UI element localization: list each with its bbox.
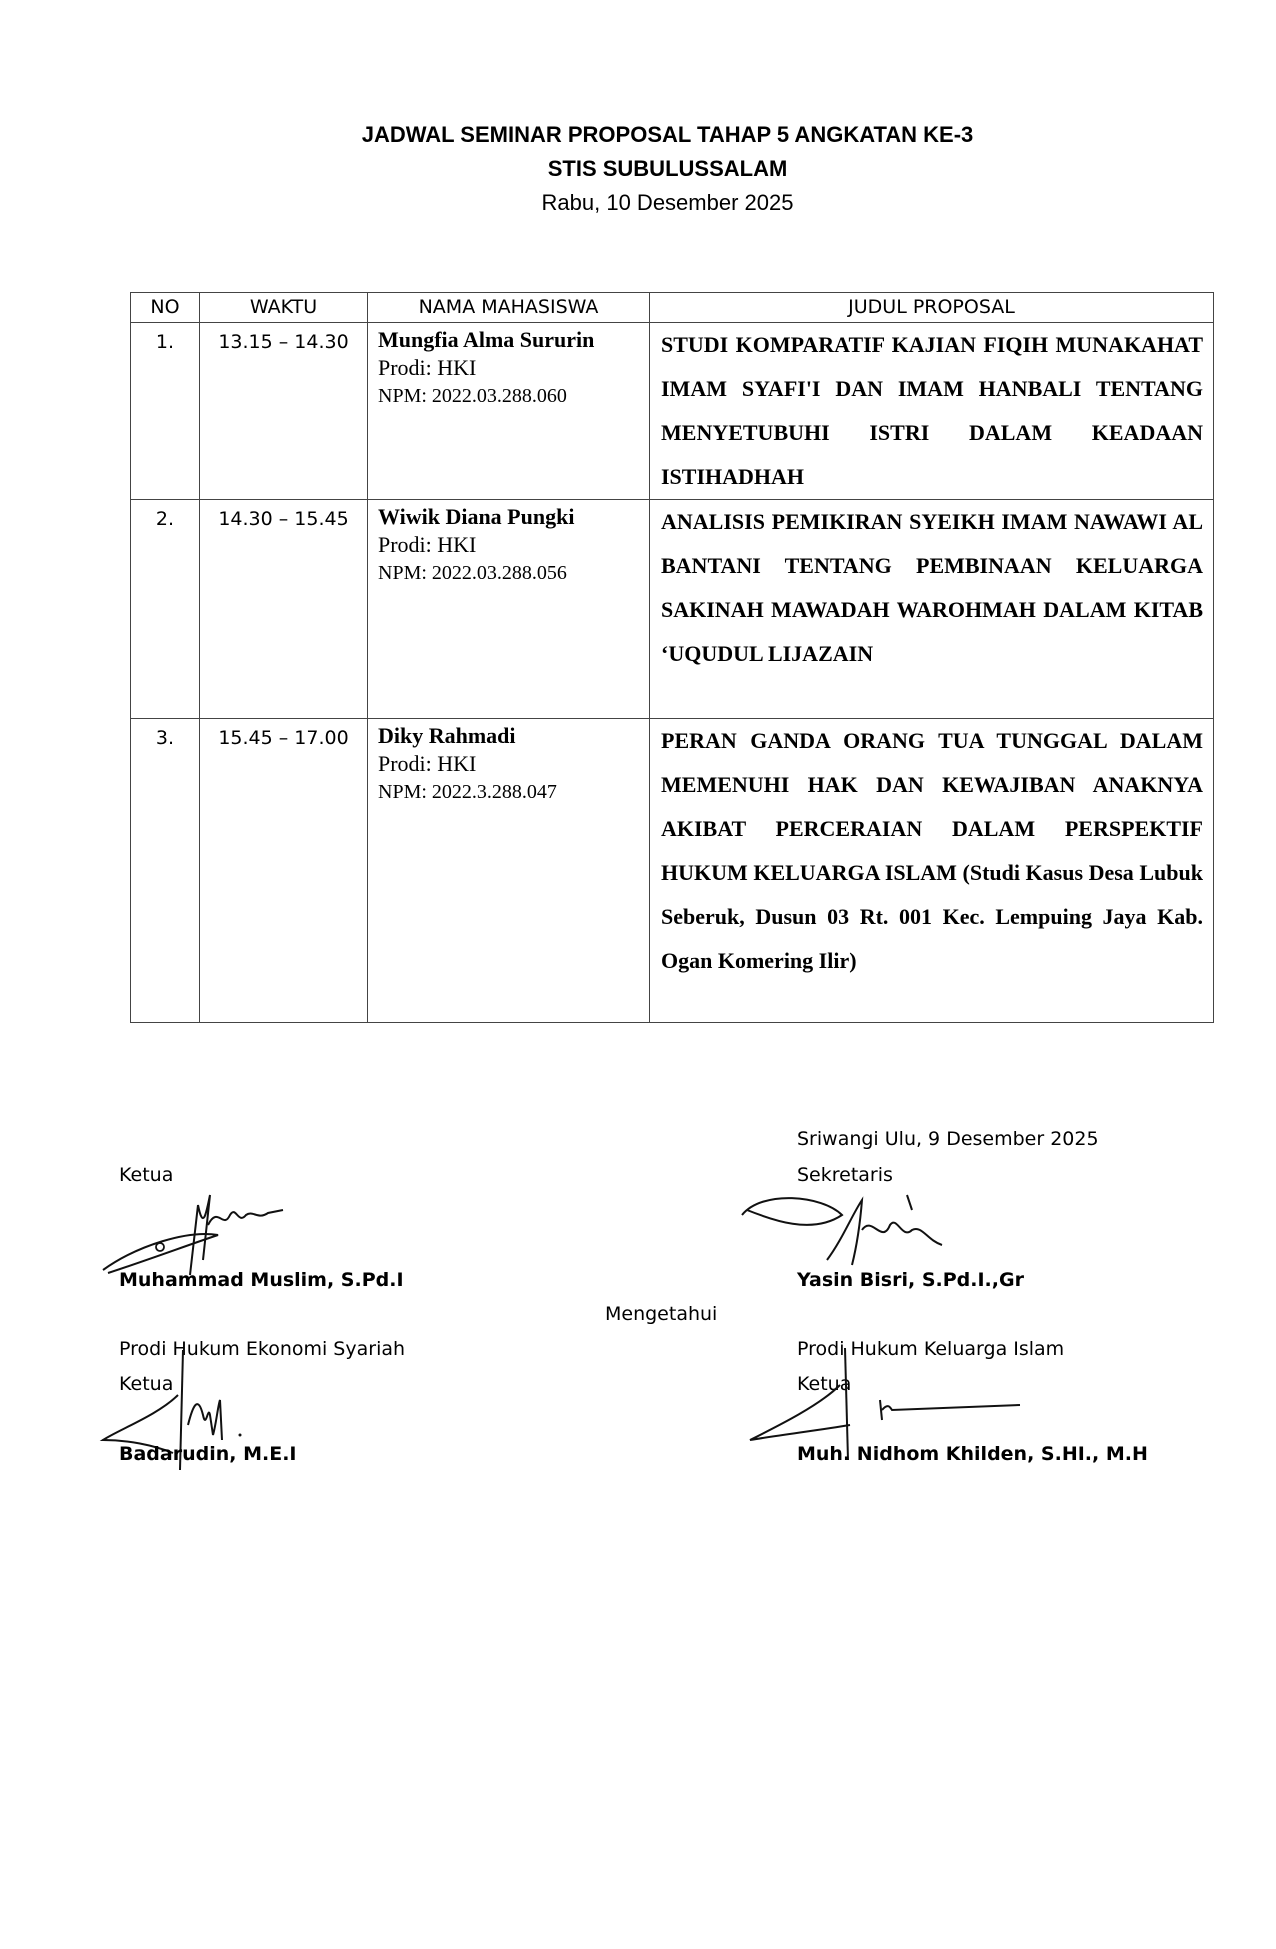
prodi-hki-role: Ketua (797, 1373, 852, 1395)
seminar-date: Rabu, 10 Desember 2025 (541, 190, 794, 215)
student-npm: NPM: 2022.03.288.056 (378, 562, 567, 584)
student-name: Diky Rahmadi (378, 723, 516, 748)
table-row (131, 323, 1214, 500)
student-npm: NPM: 2022.3.288.047 (378, 781, 557, 803)
proposal-title: ANALISIS PEMIKIRAN SYEIKH IMAM NAWAWI AL BANTANI TENTANG PEMBINAAN KELUARGA SAKINAH MAWADAH WAROHMAH DALAM KITAB ‘UQUDUL LIJAZAIN (650, 500, 1214, 719)
ketua-name: Muhammad Muslim, S.Pd.I (119, 1269, 404, 1291)
prodi-hes-name: Badarudin, M.E.I (119, 1443, 297, 1465)
row-number: 3. (131, 719, 200, 1023)
column-header-no: NO (131, 293, 200, 323)
table-row (131, 500, 1214, 719)
student-cell (368, 323, 650, 500)
prodi-hki-label: Prodi Hukum Keluarga Islam (797, 1338, 1065, 1360)
schedule-table (130, 292, 1214, 1023)
ketua-role: Ketua (119, 1164, 174, 1186)
row-time: 14.30 – 15.45 (200, 500, 368, 719)
student-prodi: Prodi: HKI (378, 532, 477, 557)
table-header-row (131, 293, 1214, 323)
sekretaris-role: Sekretaris (797, 1164, 893, 1186)
proposal-title: STUDI KOMPARATIF KAJIAN FIQIH MUNAKAHAT IMAM SYAFI'I DAN IMAM HANBALI TENTANG MENYETUBUHI ISTRI DALAM KEADAAN ISTIHADHAH (650, 323, 1214, 500)
document-title: JADWAL SEMINAR PROPOSAL TAHAP 5 ANGKATAN KE-3 (361, 122, 974, 147)
row-number: 2. (131, 500, 200, 719)
student-cell (368, 500, 650, 719)
student-prodi: Prodi: HKI (378, 751, 477, 776)
row-time: 15.45 – 17.00 (200, 719, 368, 1023)
column-header-judul: JUDUL PROPOSAL (650, 293, 1214, 323)
mengetahui-label: Mengetahui (605, 1303, 718, 1325)
student-name: Wiwik Diana Pungki (378, 504, 575, 529)
row-number: 1. (131, 323, 200, 500)
student-prodi: Prodi: HKI (378, 355, 477, 380)
student-cell (368, 719, 650, 1023)
column-header-nama: NAMA MAHASISWA (368, 293, 650, 323)
proposal-title: PERAN GANDA ORANG TUA TUNGGAL DALAM MEMENUHI HAK DAN KEWAJIBAN ANAKNYA AKIBAT PERCERAIAN DALAM PERSPEKTIF HUKUM KELUARGA ISLAM (Studi Kasus Desa Lubuk Seberuk, Dusun 03 Rt. 001 Kec. Lempuing Jaya Kab. Ogan Komering Ilir) (650, 719, 1214, 1023)
place-date: Sriwangi Ulu, 9 Desember 2025 (797, 1128, 1099, 1150)
column-header-waktu: WAKTU (200, 293, 368, 323)
prodi-hki-name: Muh. Nidhom Khilden, S.HI., M.H (797, 1443, 1148, 1465)
student-npm: NPM: 2022.03.288.060 (378, 385, 567, 407)
student-name: Mungfia Alma Sururin (378, 327, 595, 352)
table-row (131, 719, 1214, 1023)
prodi-hes-label: Prodi Hukum Ekonomi Syariah (119, 1338, 406, 1360)
row-time: 13.15 – 14.30 (200, 323, 368, 500)
document-header (0, 118, 1276, 220)
prodi-hes-role: Ketua (119, 1373, 174, 1395)
institution-name: STIS SUBULUSSALAM (547, 156, 788, 181)
sekretaris-name: Yasin Bisri, S.Pd.I.,Gr (797, 1269, 1024, 1291)
